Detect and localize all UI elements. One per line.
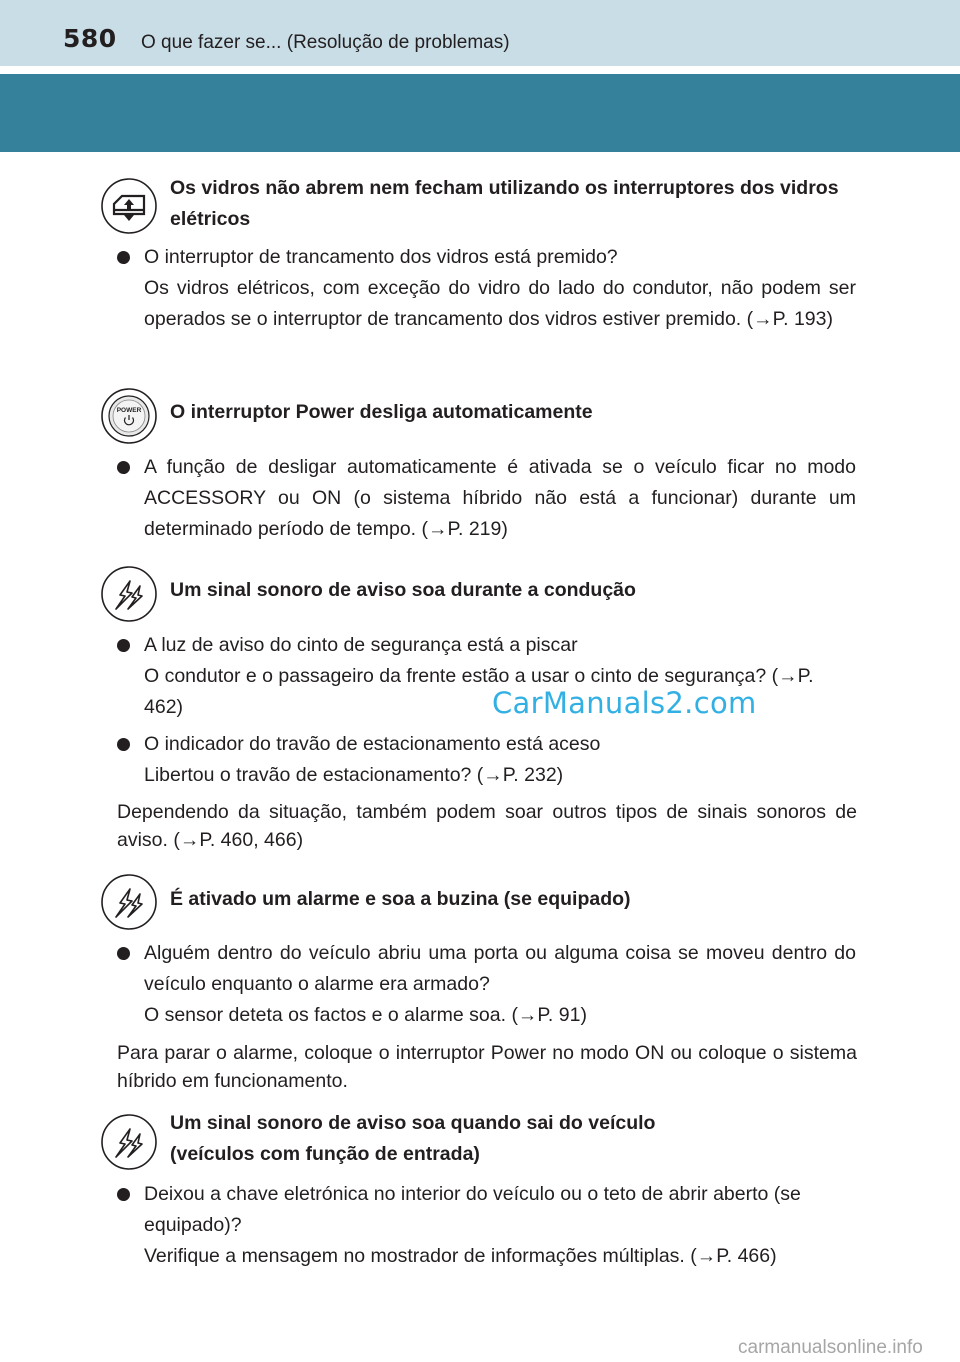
page-title: O que fazer se... (Resolução de problemas) <box>141 32 510 53</box>
bullet-icon <box>117 461 130 474</box>
item-question: O interruptor de trancamento dos vidros está premido? <box>144 246 618 268</box>
bullet-icon <box>117 738 130 751</box>
section-title: O interruptor Power desliga automaticamente <box>170 401 593 423</box>
power-label: POWER <box>116 407 142 414</box>
page-header <box>0 0 960 66</box>
warning-buzzer-icon <box>100 873 158 931</box>
watermark: CarManuals2.com <box>492 686 757 720</box>
footer-watermark: carmanualsonline.info <box>738 1337 923 1358</box>
item-question: A luz de aviso do cinto de segurança está a piscar <box>144 634 578 656</box>
item-answer: Libertou o travão de estacionamento? (→P. 232) <box>144 764 564 786</box>
section-title-line: Um sinal sonoro de aviso soa quando sai do veículo <box>170 1112 656 1134</box>
power-button-icon <box>100 387 158 445</box>
section-band <box>0 74 960 152</box>
list-item <box>144 242 856 335</box>
section-title-line: (veículos com função de entrada) <box>170 1143 480 1165</box>
item-answer: Os vidros elétricos, com exceção do vidro do lado do condutor, não podem ser operados se o interruptor de trancamento dos vidros estiver premido. (→P. 193) <box>144 277 856 330</box>
item-answer: Verifique a mensagem no mostrador de informações múltiplas. (→P. 466) <box>144 1245 777 1267</box>
bullet-icon <box>117 947 130 960</box>
section-note: Dependendo da situação, também podem soar outros tipos de sinais sonoros de aviso. (→P. 460, 466) <box>117 801 857 851</box>
item-question: Deixou a chave eletrónica no interior do veículo ou o teto de abrir aberto (se equipado)? <box>144 1183 801 1236</box>
section-title <box>170 1108 860 1170</box>
bullet-icon <box>117 251 130 264</box>
list-item: A função de desligar automaticamente é ativada se o veículo ficar no modo ACCESSORY ou ON (o sistema híbrido não está a funcionar) durante um determinado período de tempo. (→P. 219) <box>144 456 856 540</box>
list-item <box>144 1179 856 1272</box>
item-question: Alguém dentro do veículo abriu uma porta ou alguma coisa se moveu dentro do veículo enquanto o alarme era armado? <box>144 942 856 995</box>
item-answer: O sensor deteta os factos e o alarme soa. (→P. 91) <box>144 1004 587 1026</box>
section-title: Um sinal sonoro de aviso soa durante a condução <box>170 579 636 601</box>
section-title: Os vidros não abrem nem fecham utilizando os interruptores dos vidros elétricos <box>170 177 839 230</box>
warning-buzzer-icon <box>100 565 158 623</box>
warning-buzzer-icon <box>100 1113 158 1171</box>
item-question: O indicador do travão de estacionamento está aceso <box>144 733 601 755</box>
bullet-icon <box>117 1188 130 1201</box>
item-answer: O condutor e o passageiro da frente estão a usar o cinto de segurança? (→P. 462) <box>144 665 814 718</box>
bullet-icon <box>117 639 130 652</box>
section-note: Para parar o alarme, coloque o interruptor Power no modo ON ou coloque o sistema híbrido em funcionamento. <box>117 1042 857 1092</box>
list-item <box>144 938 856 1031</box>
page-number: 580 <box>63 24 117 53</box>
power-window-icon <box>100 177 158 235</box>
section-title: É ativado um alarme e soa a buzina (se equipado) <box>170 888 631 910</box>
list-item <box>144 729 856 791</box>
